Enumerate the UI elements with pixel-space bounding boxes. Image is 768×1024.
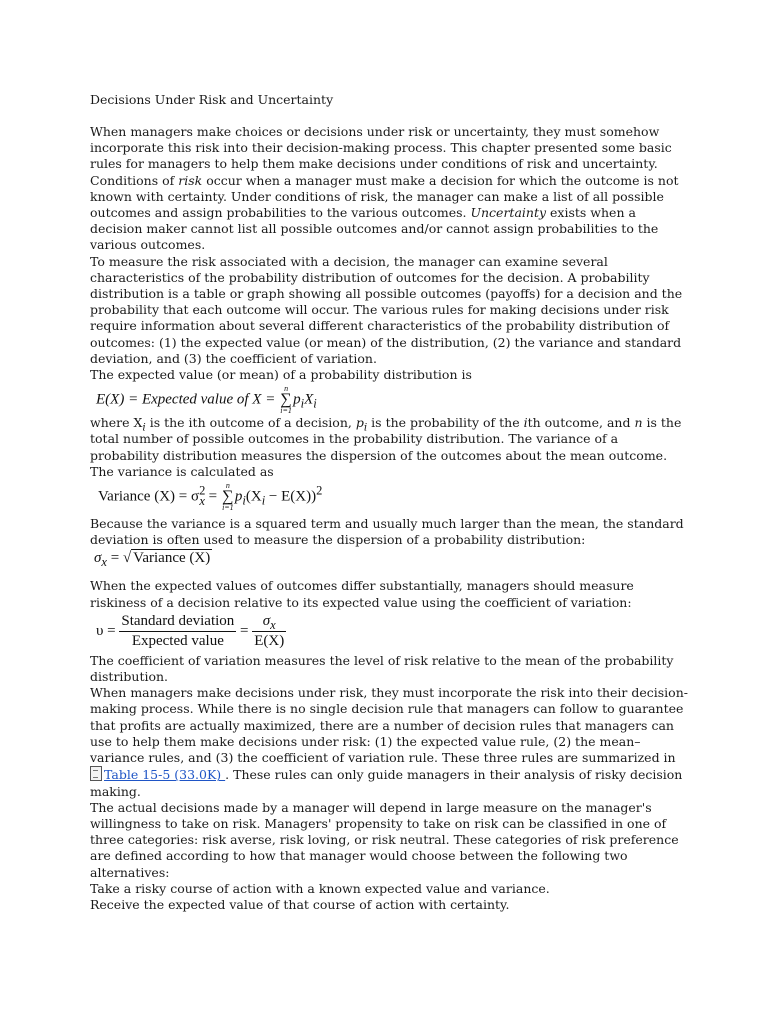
square-root-sign: √ Variance (X) xyxy=(122,550,211,567)
paragraph-standard-deviation: Because the variance is a squared term and usually much larger than the mean, the standard deviation is often used to measure the dispersion of a probability distribution: xyxy=(90,516,684,548)
paragraph-coefficient-meaning: The coefficient of variation measures the level of risk relative to the mean of the probability distribution. xyxy=(90,652,674,685)
formula-coefficient-of-variation: υ = $\frac{\text{Standard deviation}}{\text{Expected value}}$ = $\frac{\sigma_x}{E(X)}$ xyxy=(96,612,285,649)
document-page xyxy=(90,92,690,913)
summation-sign: n ∑ i=1 xyxy=(222,481,234,513)
paragraph-expected-value-intro: The expected value (or mean) of a probability distribution is xyxy=(90,367,472,383)
paragraph-decision-rules: When managers make decisions under risk, they must incorporate the risk into their decision-making process. While there is no single decision rule that managers can follow to guarantee that profits are actually maximized, there are a number of decision rules that managers can use to help them make decisions under risk: (1) the expected value rule, (2) the mean–variance rules, and (3) the coefficient of variation rule. These three rules are summarized in Table 15-5 (33.0K) . These rules can only guide managers in their analysis of risky decision making. xyxy=(90,685,688,799)
paragraph-probability-distribution: To measure the risk associated with a decision, the manager can examine several characteristics of the probability distribution of outcomes for the decision. A probability distribution is a table or graph showing all possible outcomes (payoffs) for a decision and the probability that each outcome will occur. The various rules for making decisions under risk require information about several different characteristics of the probability distribution of outcomes: (1) the expected value (or mean) of the distribution, (2) the variance and standard deviation, and (3) the coefficient of variation. xyxy=(90,253,683,366)
formula-expected-value: E(X) = Expected value of X = n ∑ i=1 $p_iX_i$ xyxy=(96,384,317,416)
document-title: Decisions Under Risk and Uncertainty xyxy=(90,92,334,107)
paragraph-risk-preference: The actual decisions made by a manager will depend in large measure on the manager's willingness to take on risk. Managers' propensity to take on risk can be classified in one of three categories: risk averse, risk loving, or risk neutral. These categories of risk preference are defined according to how that manager would choose between the following two alternatives: xyxy=(90,799,679,880)
paragraph-risk-uncertainty: When managers make choices or decisions under risk or uncertainty, they must somehow incorporate this risk into their decision-making process. This chapter presented some basic rules for managers to help them make decisions under conditions of risk and uncertainty. Conditions of risk occur when a manager must make a decision for which the outcome is not known with certainty. Under conditions of risk, the manager can make a list of all possible outcomes and assign probabilities to the various outcomes. Uncertainty exists when a decision maker cannot list all possible outcomes and/or cannot assign probabilities to the various outcomes. xyxy=(90,124,679,253)
alternative-risky-course: Take a risky course of action with a known expected value and variance. xyxy=(90,880,550,896)
summation-sign: n ∑ i=1 xyxy=(280,384,292,416)
fraction-sd-over-ev: $\frac{\text{Standard deviation}}{\text{Expected value}}$ xyxy=(121,612,235,649)
formula-variance: Variance $(X) = \sigma^2_x$ = n ∑ i=1 $p_i(X_i - E(X))^2$ xyxy=(98,481,323,513)
fraction-sigma-over-ex: $\frac{\sigma_x}{E(X)}$ xyxy=(254,612,285,649)
formula-standard-deviation: $\sigma_x$ = √ Variance (X) xyxy=(94,550,211,570)
alternative-certain-value: Receive the expected value of that course of action with certainty. xyxy=(90,896,510,912)
table-15-5-link[interactable]: Table 15-5 (33.0K) xyxy=(104,767,226,783)
paragraph-variance-intro: where $X_i$ is the ith outcome of a decision, $p_i$ is the probability of the ith outcome, and n is the total number of possible outcomes in the probability distribution. The variance of a probability distribution measures the dispersion of the outcomes about the mean outcome. The variance is calculated as xyxy=(90,415,682,479)
document-icon[interactable] xyxy=(90,766,102,781)
paragraph-coefficient-intro: When the expected values of outcomes differ substantially, managers should measure riskiness of a decision relative to its expected value using the coefficient of variation: xyxy=(90,578,634,610)
